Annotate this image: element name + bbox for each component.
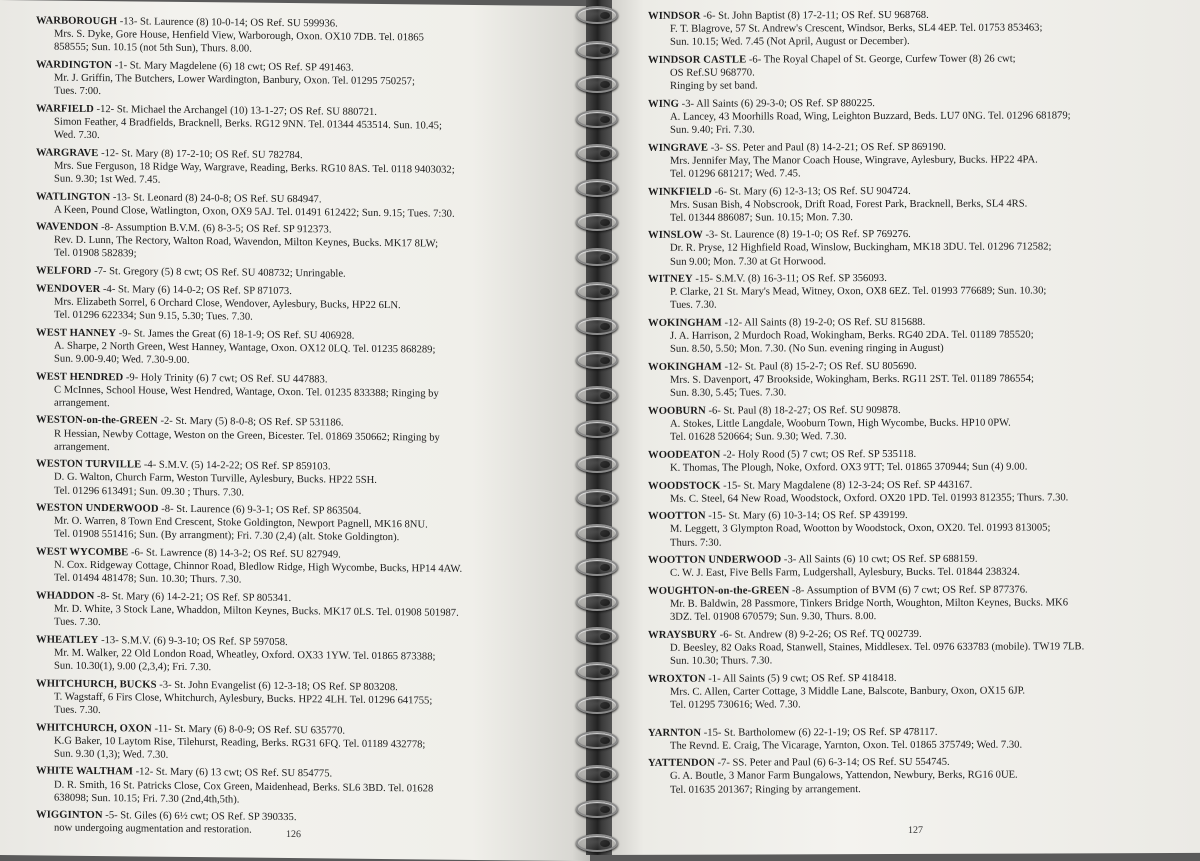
- parish-name: WHITCHURCH, BUCKS: [36, 678, 157, 691]
- parish-name: WROXTON: [648, 673, 706, 685]
- parish-name: WRAYSBURY: [648, 629, 718, 641]
- tower-details: -12- St. Paul (8) 15-2-7; OS Ref. SU 805690.: [721, 360, 917, 373]
- directory-entry: [36, 589, 576, 634]
- parish-name: WHITE WALTHAM: [36, 765, 133, 778]
- contact-details: [648, 240, 1188, 268]
- contact-line: D. G. Walton, Church Farm, Weston Turville, Aylesbury, Bucks. HP22 5SH.: [54, 472, 377, 487]
- directory-entry: [36, 14, 576, 59]
- binding-ring: [576, 75, 618, 93]
- contact-line: Mrs. Susan Bish, 4 Nobscrook, Drift Road, Forest Park, Bracknell, Berks, SL4 4RS.: [670, 198, 1028, 211]
- tower-details: -12- St. Mary (6) 13 cwt; OS Ref. SU 854775.: [132, 766, 333, 780]
- contact-line: 858555; Sun. 10.15 (not 5th Sun), Thurs. 8.00.: [54, 41, 252, 55]
- contact-line: Tel. 01908 582839;: [54, 248, 137, 260]
- contact-line: Sun. 9.40; Fri. 7.30.: [670, 124, 755, 136]
- contact-details: [36, 471, 576, 503]
- tower-details: -12- St. Michael the Archangel (10) 13-1-27; OS Ref. SU 880721.: [93, 103, 377, 118]
- tower-details: -15- St. Mary (6) 10-3-14; OS Ref. SP 439199.: [705, 510, 908, 522]
- contact-details: [36, 690, 576, 722]
- tower-details: -7- SS. Peter and Paul (6) 6-3-14; OS Ref. SU 554745.: [714, 757, 950, 770]
- contact-line: Mrs. Elizabeth Sorrel, 6 Orchard Close, Wendover, Aylesbury, Bucks, HP22 6LN.: [54, 296, 401, 312]
- contact-line: Mr. O. Warren, 8 Town End Crescent, Stoke Goldington, Newport Pagnell, MK16 8NU.: [54, 515, 428, 531]
- binding-ring: [576, 731, 618, 749]
- contact-line: Mrs. S. Dyke, Gore House, Henfield View, Warborough, Oxon. OX10 7DB. Tel. 01865: [54, 28, 424, 44]
- contact-details: [36, 234, 576, 266]
- parish-name: WATLINGTON: [36, 190, 111, 203]
- binding-ring: [576, 144, 618, 162]
- contact-line: Tel. 01296 681217; Wed. 7.45.: [670, 168, 801, 180]
- parish-name: WOODEATON: [648, 449, 721, 461]
- tower-details: -6- St. John Baptist (8) 17-2-11; OS Ref. SU 968768.: [700, 9, 929, 22]
- binding-ring: [576, 662, 618, 680]
- directory-entry: [648, 671, 1188, 712]
- parish-name: WIGGINTON: [36, 809, 103, 822]
- tower-details: -4- St. Mary (6) 14-0-2; OS Ref. SP 871073.: [100, 283, 292, 297]
- directory-entry: [36, 326, 576, 371]
- contact-line: Mrs. S. Davenport, 47 Brookside, Wokingham, Berks. RG11 2ST. Tel. 01189 786554;: [670, 373, 1034, 386]
- tower-details: -7- St. Gregory (5) 8 cwt; OS Ref. SU 408732; Unringable.: [91, 266, 346, 280]
- contact-line: Sun. 10.30(1), 9.00 (2,3,4); Fri. 7.30.: [54, 660, 212, 674]
- tower-details: -15- St. Mary Magdalene (8) 12-3-24; OS Ref. SP 443167.: [720, 479, 973, 492]
- contact-line: C McInnes, School House, West Hendred, Wantage, Oxon. Tel. 01235 833388; Ringing by: [54, 384, 439, 400]
- contact-line: Wed. 7.30.: [54, 129, 100, 141]
- directory-entry: [648, 583, 1188, 624]
- contact-details: [648, 491, 1188, 506]
- directory-entry: [36, 282, 576, 327]
- parish-name: WING: [648, 98, 680, 110]
- parish-name: WOKINGHAM: [648, 317, 722, 329]
- directory-entry: [36, 765, 576, 810]
- right-page-number: 127: [908, 824, 923, 836]
- left-page-number: 126: [286, 828, 301, 841]
- contact-line: A Keen, Pound Close, Watlington, Oxon, OX9 5AJ. Tel. 01491 612422; Sun. 9.15; Tues. 7:30.: [54, 204, 455, 220]
- directory-entry: [36, 545, 576, 590]
- tower-details: -5- St. Giles (6) 6½ cwt; OS Ref. SP 390335.: [102, 810, 297, 824]
- parish-name: WARGRAVE: [36, 147, 99, 159]
- contact-line: A. Lancey, 43 Moorhills Road, Wing, Leighton Buzzard, Beds. LU7 0NG. Tel. 01296 681879;: [670, 110, 1071, 123]
- tower-details: -9- St. James the Great (6) 18-1-9; OS Ref. SU 406928.: [116, 327, 355, 342]
- contact-details: [648, 197, 1188, 225]
- contact-line: Dr. R. Pryse, 12 Highfield Road, Winslow, Buckingham, MK18 3DU. Tel. 01296 712582;: [670, 241, 1052, 255]
- contact-details: [648, 416, 1188, 444]
- contact-line: Tel. 01635 201367; Ringing by arrangement.: [670, 783, 861, 796]
- contact-details: [36, 778, 576, 810]
- binding-ring: [576, 386, 618, 404]
- directory-entry: [36, 146, 576, 191]
- directory-entry: [648, 8, 1188, 49]
- contact-details: [648, 284, 1188, 312]
- directory-entry: [648, 140, 1188, 181]
- tower-details: -1- St. Mary Magdelene (6) 18 cwt; OS Ref. SP 491463.: [112, 60, 354, 74]
- left-page-entries: [36, 14, 576, 845]
- tower-details: -8- St. Mary (6) 14-2-21; OS Ref. SP 805341.: [94, 590, 292, 605]
- binding-ring: [576, 524, 618, 542]
- contact-details: [36, 515, 576, 547]
- entry-heading: [36, 265, 576, 284]
- contact-details: [36, 71, 576, 103]
- contact-line: D. Beesley, 82 Oaks Road, Stanwell, Staines, Middlesex. Tel. 0976 633783 (mobile). TW19 7LB.: [670, 641, 1085, 654]
- tower-details: -3- All Saints (6) 29-3-0; OS Ref. SP 880225.: [679, 97, 875, 110]
- contact-line: M. Leggett, 3 Glympton Road, Wootton by Woodstock, Oxon, OX20. Tel. 01993 813005;: [670, 522, 1051, 536]
- directory-entry: [36, 370, 576, 415]
- directory-entry: [36, 102, 576, 147]
- contact-details: [36, 115, 576, 147]
- contact-line: K. Thomas, The Plough, Noke, Oxford. OX3 9TT; Tel. 01865 370944; Sun (4) 9.00.: [670, 461, 1028, 474]
- directory-entry: [648, 315, 1188, 356]
- contact-line: Mrs. Jennifer May, The Manor Coach House, Wingrave, Aylesbury, Bucks. HP22 4PA.: [670, 154, 1038, 167]
- contact-line: 638098; Sun. 10.15; Fri. 7.30 (2nd,4th,5th).: [54, 792, 240, 806]
- tower-details: -12- St. Mary (8) 17-2-10; OS Ref. SU 782784.: [98, 147, 303, 161]
- parish-name: WELFORD: [36, 265, 92, 278]
- contact-details: [648, 21, 1188, 49]
- directory-entry: [36, 221, 576, 266]
- contact-line: Tel. 01296 622334; Sun 9.15, 5.30; Tues. 7.30.: [54, 309, 253, 323]
- directory-entry: [36, 502, 576, 547]
- contact-line: Mrs. C. Allen, Carter Cottage, 3 Middle Lane, Balscote, Banbury, Oxon, OX15 6JP.: [670, 685, 1026, 698]
- tower-details: -12- All Saints (8) 19-2-0; OS Ref. SU 815688.: [721, 317, 926, 329]
- parish-name: WINGRAVE: [648, 142, 709, 154]
- contact-line: Tel. 01908 551416; Sun. (By arrangment); Fri. 7.30 (2,4) (alt. Stoke Goldington).: [54, 528, 400, 544]
- tower-details: -11- St. Mary (6) 8-0-9; OS Ref. SU 635770.: [151, 723, 346, 737]
- contact-line: Tues. 7:00.: [54, 85, 101, 98]
- directory-entry: [648, 447, 1188, 475]
- binding-ring: [576, 179, 618, 197]
- parish-name: WESTON TURVILLE: [36, 458, 142, 471]
- contact-line: A. Stokes, Little Langdale, Wooburn Town, High Wycombe, Bucks. HP10 0PW.: [670, 417, 1011, 430]
- tower-details: -3- SS. Peter and Paul (8) 14-2-21; OS Ref. SP 869190.: [708, 141, 947, 154]
- contact-details: [648, 640, 1188, 668]
- tower-details: -9- Holy Trinity (6) 7 cwt; OS Ref. SU 447883.: [123, 371, 328, 386]
- tower-details: -6- St. Mary (6) 12-3-13; OS Ref. SU 904724.: [711, 185, 911, 198]
- parish-name: WEST WYCOMBE: [36, 546, 129, 559]
- contact-details: [36, 559, 576, 591]
- contact-details: [36, 427, 576, 459]
- right-page-entries: [648, 8, 1188, 801]
- contact-line: T. Wagstaff, 6 Firs Close, Whitchurch, Aylesbury, Bucks. HP22 4LH. Tel. 01296 641755;: [54, 691, 433, 707]
- tower-details: -3- All Saints (6) 10 cwt; OS Ref. SP 688159.: [781, 553, 978, 566]
- contact-details: [648, 65, 1188, 93]
- tower-details: -3- St. John Evangelist (6) 12-3-18; OS Ref. SP 803208.: [156, 679, 398, 693]
- contact-details: [648, 596, 1188, 624]
- binding-ring: [576, 248, 618, 266]
- contact-line: D. R. Smith, 16 St. Patricks Close, Cox Green, Maidenhead, Berks. SL6 3BD. Tel. 01628: [54, 779, 434, 795]
- contact-details: [36, 734, 576, 766]
- left-page: [0, 0, 590, 861]
- binding-ring: [576, 351, 618, 369]
- parish-name: WESTON UNDERWOOD: [36, 502, 159, 515]
- binding-ring: [576, 834, 618, 852]
- parish-name: WINKFIELD: [648, 186, 712, 198]
- parish-name: WOOTTON: [648, 510, 706, 523]
- contact-line: Tel. 01296 613491; Sun. 09.30 ; Thurs. 7.30.: [54, 485, 245, 499]
- directory-entry: [648, 271, 1188, 312]
- directory-entry: [36, 633, 576, 678]
- contact-details: [36, 602, 576, 634]
- parish-name: WEST HENDRED: [36, 370, 124, 383]
- directory-entry: [36, 809, 576, 841]
- tower-details: -8- Assumption B.V.M. (6) 8-3-5; OS Ref. SP 912373.: [98, 222, 332, 236]
- parish-name: WEST HANNEY: [36, 327, 117, 339]
- contact-line: 3DZ. Tel. 01908 670579; Sun. 9.30, Thurs. 8.00.: [670, 611, 877, 623]
- directory-entry: [648, 96, 1188, 137]
- contact-line: F. T. Blagrove, 57 St. Andrew's Crescent, Windsor, Berks, SL4 4EP. Tel. 01753 853463;: [670, 22, 1043, 35]
- contact-line: Tues. 7.30.: [54, 616, 101, 629]
- tower-details: -13- St. Leonard (8) 24-0-8; OS Ref. SU 684947.: [110, 191, 322, 205]
- parish-name: WOUGHTON-on-the-GREEN: [648, 585, 790, 597]
- parish-name: WITNEY: [648, 273, 693, 286]
- contact-line: P. Clarke, 21 St. Mary's Mead, Witney, Oxon, OX8 6EZ. Tel. 01993 776689; Sun. 10.30;: [670, 285, 1047, 299]
- contact-details: [36, 383, 576, 415]
- directory-entry: [36, 721, 576, 766]
- parish-name: WHADDON: [36, 590, 95, 602]
- binding-ring: [576, 627, 618, 645]
- binding-ring: [576, 455, 618, 473]
- parish-name: WHITCHURCH, OXON: [36, 721, 152, 735]
- contact-line: C. W. J. East, Five Bells Farm, Ludgershall, Aylesbury, Bucks. Tel. 01844 238324.: [670, 566, 1020, 580]
- directory-entry: [648, 552, 1188, 580]
- binding-ring: [576, 558, 618, 576]
- tower-details: -3- St. Laurence (8) 19-1-0; OS Ref. SP 769276.: [702, 229, 911, 242]
- directory-entry: [648, 359, 1188, 400]
- contact-line: Tel. 01344 886087; Sun. 10.15; Mon. 7.30.: [670, 211, 853, 224]
- contact-details: [648, 460, 1188, 475]
- contact-details: [36, 27, 576, 59]
- parish-name: WAVENDON: [36, 221, 99, 234]
- tower-details: -1- All Saints (5) 9 cwt; OS Ref. SP 418418.: [705, 672, 897, 685]
- directory-entry: [648, 227, 1188, 268]
- parish-name: WENDOVER: [36, 283, 101, 295]
- directory-entry: [648, 725, 1188, 753]
- contact-line: J. A. Harrison, 2 Murdoch Road, Wokingham, Berks. RG40 2DA. Tel. 01189 785520;: [670, 329, 1034, 343]
- binding-ring: [576, 696, 618, 714]
- contact-line: The Revnd. E. Craig, The Vicarage, Yarnton, Oxon. Tel. 01865 375749; Wed. 7.30.: [670, 739, 1023, 752]
- contact-details: [36, 339, 576, 371]
- tower-details: -15- St. Bartholomew (6) 22-1-19; OS Ref. SP 478117.: [701, 726, 938, 739]
- tower-details: -4- S.M.V. (5) 14-2-22; OS Ref. SP 859103.: [141, 459, 331, 473]
- contact-line: R Hessian, Newby Cottage, Weston on the Green, Bicester. Tel. 01869 350662; Ringing by: [54, 428, 440, 444]
- contact-line: Ms. C. Steel, 64 New Road, Woodstock, Oxford. OX20 1PD. Tel. 01993 812355; Thurs. 7.30.: [670, 492, 1069, 505]
- contact-line: OS Ref.SU 968770.: [670, 67, 755, 79]
- parish-name: WARDINGTON: [36, 59, 113, 72]
- contact-details: [36, 295, 576, 327]
- tower-details: -2- St. Mary (5) 8-0-8; OS Ref. SP 531186.: [157, 416, 344, 430]
- contact-details: [648, 738, 1188, 753]
- contact-details: [648, 109, 1188, 137]
- directory-entry: [648, 508, 1188, 549]
- tower-details: -13- S.M.V. (6) 9-3-10; OS Ref. SP 597058.: [98, 634, 288, 648]
- contact-details: [648, 328, 1188, 356]
- directory-entry: [36, 190, 576, 222]
- directory-entry: [648, 478, 1188, 506]
- tower-details: -15- S.M.V. (8) 16-3-11; OS Ref. SP 356093.: [692, 273, 887, 285]
- contact-line: Mr. D. White, 3 Stock Lane, Whaddon, Milton Keynes, Bucks. MK17 0LS. Tel. 01908 501987.: [54, 603, 459, 619]
- parish-name: WOKINGHAM: [648, 361, 722, 373]
- parish-name: WOODSTOCK: [648, 480, 721, 492]
- contact-line: Tues. 7.30.: [670, 300, 717, 312]
- parish-name: WINDSOR: [648, 10, 701, 22]
- contact-line: Thurs. 7:30.: [670, 537, 722, 549]
- contact-line: N. Cox. Ridgeway Cottage, Chinnor Road, Bledlow Ridge, High Wycombe, Bucks, HP14 4AW.: [54, 559, 463, 576]
- contact-details: [648, 768, 1188, 796]
- tower-details: -2- Holy Rood (5) 7 cwt; OS Ref. SP 535118.: [720, 448, 917, 461]
- contact-line: G. A. Boutle, 3 Manor Farm Bungalows, Yattendon, Newbury, Berks, RG16 0UE.: [670, 770, 1018, 783]
- contact-line: Sun. 8.50, 5.50; Mon. 7.30. (No Sun. evening ringing in August): [670, 343, 944, 356]
- directory-entry: [36, 677, 576, 722]
- directory-entry: [648, 755, 1188, 796]
- binding-ring: [576, 6, 618, 24]
- contact-line: Sun. 8.30, 5.45; Tues. 7.30.: [670, 387, 787, 399]
- directory-entry: [36, 414, 576, 459]
- parish-name: WOOBURN: [648, 405, 706, 417]
- contact-details: [648, 372, 1188, 400]
- contact-details: [648, 565, 1188, 580]
- directory-entry: [36, 265, 576, 284]
- contact-line: Sun. 9.30 (1,3); Wed. 7.30.: [54, 748, 169, 761]
- parish-name: YARNTON: [648, 727, 702, 739]
- contact-line: Sun. 9.00-9.40; Wed. 7.30-9.00.: [54, 353, 190, 366]
- binding-ring: [576, 213, 618, 231]
- binding-ring: [576, 317, 618, 335]
- contact-line: Mrs. Sue Ferguson, 18 Ridge Way, Wargrave, Reading, Berks. RG10 8AS. Tel. 0118 9403032;: [54, 160, 455, 176]
- directory-entry: [648, 627, 1188, 668]
- contact-details: [36, 646, 576, 678]
- binding-ring: [576, 765, 618, 783]
- contact-line: A. Sharpe, 2 North Green, West Hanney, Wantage, Oxon. OX12 0LQ. Tel. 01235 868289;: [54, 340, 436, 356]
- contact-line: Mr. J. Griffin, The Butchers, Lower Wardington, Banbury, Oxon. Tel. 01295 750257;: [54, 72, 415, 88]
- contact-line: K.G Baker, 10 Laytom Rise, Tilehurst, Reading, Berks. RG31 6FQ. Tel. 01189 432778;: [54, 735, 426, 751]
- binding-ring: [576, 593, 618, 611]
- contact-line: arrangement.: [54, 397, 110, 409]
- parish-name: WESTON-on-the-GREEN: [36, 414, 158, 428]
- directory-entry: [648, 52, 1188, 93]
- tower-details: -6- St. Paul (8) 18-2-27; OS Ref. SU 909878.: [705, 404, 901, 417]
- right-page: [608, 0, 1200, 855]
- contact-details: [648, 153, 1188, 181]
- parish-name: WARFIELD: [36, 103, 94, 115]
- directory-entry: [36, 458, 576, 503]
- contact-line: Mr. M. Walker, 22 Old London Road, Wheatley, Oxford. OX33 1YW. Tel. 01865 873388;: [54, 647, 436, 663]
- tower-details: -6- St. Lawrence (8) 14-3-2; OS Ref. SU 827949.: [128, 547, 341, 561]
- tower-details: -6- St. Andrew (8) 9-2-26; OS Ref. TQ 002739.: [717, 628, 922, 641]
- binding-ring: [576, 41, 618, 59]
- contact-details: [648, 521, 1188, 549]
- tower-details: -6- The Royal Chapel of St. George, Curfew Tower (8) 26 cwt;: [746, 53, 1016, 66]
- contact-line: Simon Feather, 4 Bradfields, Bracknell, Berks. RG12 9NN. Tel. 01344 453514. Sun. 10.45;: [54, 116, 442, 132]
- parish-name: WOOTTON UNDERWOOD: [648, 554, 782, 567]
- contact-line: Tel. 01494 481478; Sun. 10.30; Thurs. 7.30.: [54, 572, 242, 586]
- binding-ring: [576, 282, 618, 300]
- contact-line: Tues. 7.30.: [54, 704, 101, 716]
- binding-ring: [576, 800, 618, 818]
- contact-line: Rev. D. Lunn, The Rectory, Walton Road, Wavendon, Milton Keynes, Bucks. MK17 8LW;: [54, 234, 439, 250]
- contact-line: arrangement.: [54, 441, 110, 453]
- tower-details: -8- St. Laurence (6) 9-3-1; OS Ref. SP 863504.: [158, 503, 362, 518]
- contact-line: Sun. 10.30; Thurs. 7.30.: [670, 655, 773, 667]
- contact-line: now undergoing augmentation and restoration.: [54, 823, 252, 837]
- contact-line: Tel. 01628 520664; Sun. 9.30; Wed. 7.30.: [670, 431, 847, 443]
- contact-line: Ringing by set band.: [670, 80, 758, 92]
- parish-name: YATTENDON: [648, 758, 715, 770]
- tower-details: -8- Assumption of BVM (6) 7 cwt; OS Ref. SP 877376.: [789, 584, 1028, 597]
- parish-name: WINDSOR CASTLE: [648, 54, 747, 66]
- contact-line: Sun 9.00; Mon. 7.30 at Gt Horwood.: [670, 255, 826, 268]
- tower-details: -13- St. Laurence (8) 10-0-14; OS Ref. SU 599936.: [117, 16, 338, 30]
- contact-line: Tel. 01295 730616; Wed. 7.30.: [670, 699, 801, 711]
- binding-ring: [576, 489, 618, 507]
- binding-ring: [576, 110, 618, 128]
- parish-name: WARBOROUGH: [36, 15, 118, 28]
- parish-name: WHEATLEY: [36, 634, 99, 646]
- binding-ring: [576, 420, 618, 438]
- directory-entry: [36, 58, 576, 103]
- contact-details: [648, 684, 1188, 712]
- parish-name: WINSLOW: [648, 230, 703, 242]
- directory-entry: [648, 403, 1188, 444]
- contact-details: [36, 159, 576, 191]
- contact-line: Sun. 9.30; 1st Wed. 7.45.: [54, 173, 161, 186]
- directory-entry: [648, 183, 1188, 224]
- contact-line: Mr. B. Baldwin, 28 Passmore, Tinkers Bridge North, Woughton, Milton Keynes, Bucks. MK6: [670, 597, 1068, 610]
- contact-line: Sun. 10.15; Wed. 7.45 (Not April, August or December).: [670, 36, 910, 48]
